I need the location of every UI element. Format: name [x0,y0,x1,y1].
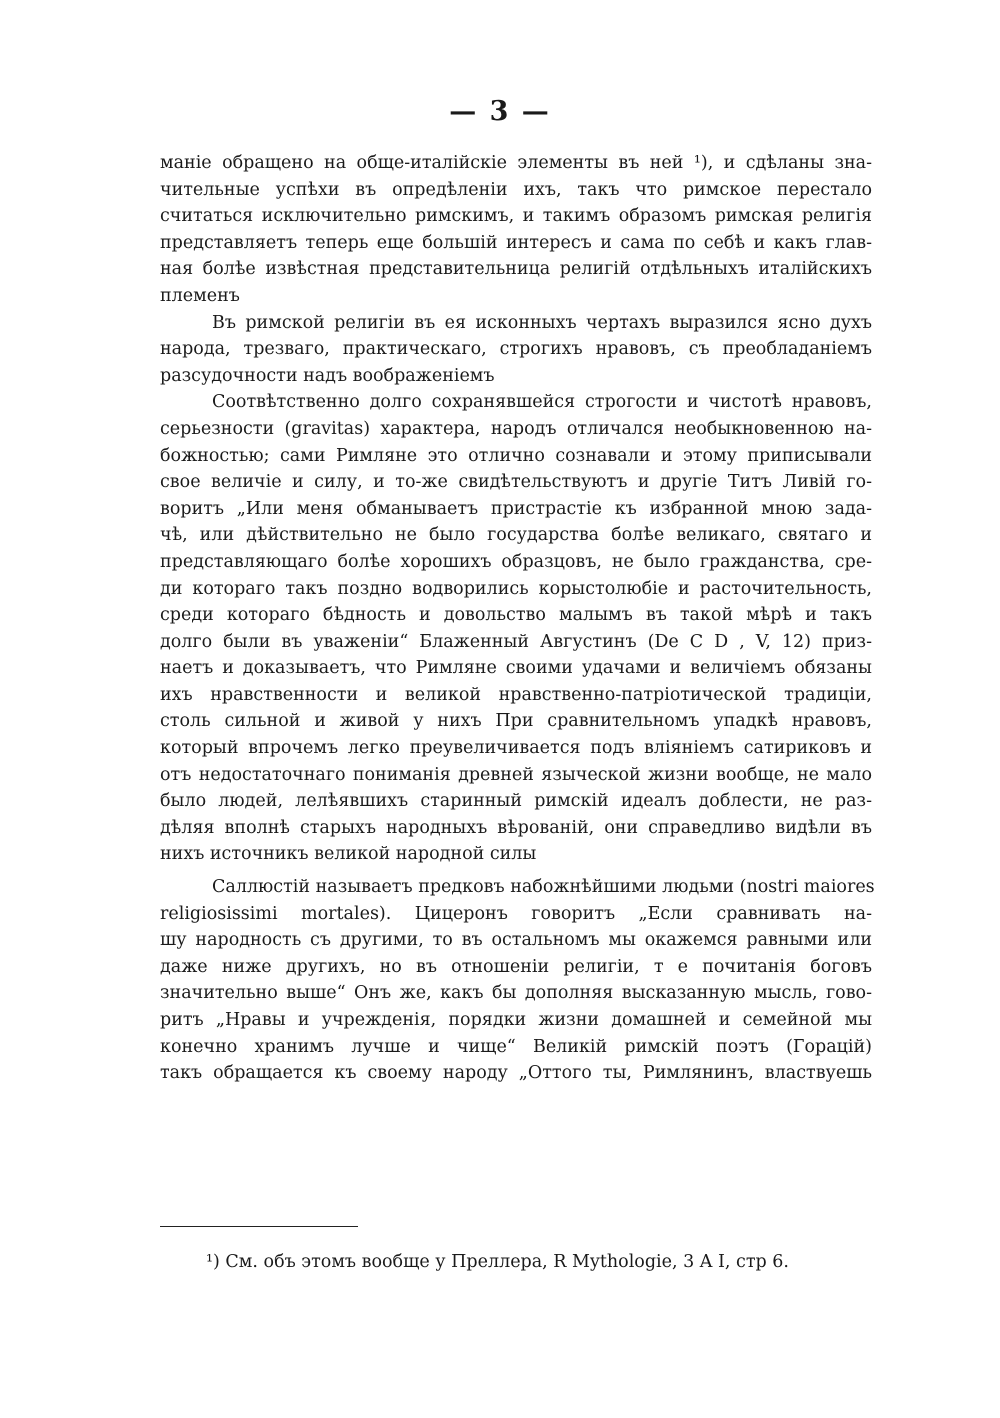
text-line: было людей, лелѣявшихъ старинный римскій идеалъ доблести, не раз- [160,791,872,812]
footnote-separator [160,1226,358,1227]
text-line: чѣ, или дѣйствительно не было государства болѣе великаго, святаго и [160,525,872,546]
paragraph [160,150,872,310]
text-line: серьезности (gravitas) характера, народъ отличался необыкновенною на- [160,418,872,439]
text-line: religiosissimi mortales). Цицеронъ говоритъ „Если сравнивать на- [160,903,872,924]
page-number: — 3 — [449,96,551,127]
text-line: такъ обращается къ своему народу „Оттого ты, Римлянинъ, властвуешь [160,1063,872,1084]
text-line: ритъ „Нравы и учрежденія, порядки жизни домашней и семейной мы [160,1010,872,1030]
text-line: ихъ нравственности и великой нравственно-патріотической традиціи, [160,684,872,705]
text-line: Въ римской религіи въ ея исконныхъ чертахъ выразился ясно духъ [212,312,872,333]
text-line: маніе обращено на обще-италійскіе элементы въ ней ¹), и сдѣланы зна- [160,153,872,173]
text-line: ная болѣе извѣстная представительница религій отдѣльныхъ италійскихъ [160,259,872,280]
body-text [160,150,875,1087]
text-line: разсудочности надъ воображеніемъ [160,365,495,386]
text-line: считаться исключительно римскимъ, и такимъ образомъ римская религія [160,206,872,227]
text-line: воритъ „Или меня обманываетъ пристрастіе къ избранной мною зада- [160,498,872,519]
text-line: представляетъ теперь еще большій интересъ и сама по себѣ и какъ глав- [160,232,872,253]
text-line: конечно хранимъ лучше и чище“ Великій римскій поэтъ (Горацій) [160,1036,872,1057]
text-line: ди котораго такъ поздно водворились корыстолюбіе и расточительность, [160,578,872,599]
text-line: Саллюстій называетъ предковъ набожнѣйшими людьми (nostri maiores [212,877,875,898]
text-line: народа, трезваго, практическаго, строгихъ нравовъ, съ преобладаніемъ [160,339,872,360]
text-line: нихъ источникъ великой народной силы [160,844,537,865]
text-line: божностью; сами Римляне это отлично сознавали и этому приписывали [160,445,872,466]
text-line: даже ниже другихъ, но въ отношеніи религіи, т е почитанія боговъ [160,956,872,977]
footnote [0,1252,1000,1272]
text-line: который впрочемъ легко преувеличивается подъ вліяніемъ сатириковъ и [160,738,872,759]
text-line: наетъ и доказываетъ, что Римляне своими удачами и величіемъ обязаны [160,658,872,679]
text-line: значительно выше“ Онъ же, какъ бы дополняя высказанную мысль, гово- [160,983,872,1004]
text-line: столь сильной и живой у нихъ При сравнительномъ упадкѣ нравовъ, [160,711,872,732]
text-line: шу народность съ другими, то въ остальномъ мы окажемся равными или [160,930,872,951]
text-line: среди котораго бѣдность и довольство малымъ въ такой мѣрѣ и такъ [160,605,872,626]
text-line: дѣляя вполнѣ старыхъ народныхъ вѣрованій, они справедливо видѣли въ [160,817,872,838]
text-line: отъ недостаточнаго пониманія древней языческой жизни вообще, не мало [160,764,872,785]
text-line: Соотвѣтственно долго сохранявшейся строгости и чистотѣ нравовъ, [212,392,872,413]
text-line: представляющаго болѣе хорошихъ образцовъ, не было гражданства, сре- [160,551,872,572]
paragraph [160,310,872,390]
text-line: чительные успѣхи въ опредѣленіи ихъ, такъ что римское перестало [160,179,872,200]
paragraph [160,389,872,868]
text-line: долго были въ уваженіи“ Блаженный Августинъ (De C D , V, 12) приз- [160,631,872,652]
footnote-text: ¹) См. объ этомъ вообще у Преллера, R Mythologie, 3 A I, стр 6. [206,1252,789,1272]
text-line: племенъ [160,285,240,306]
text-line: свое величіе и силу, и то-же свидѣтельствуютъ и другіе Титъ Ливій го- [160,472,872,493]
paragraph [160,874,875,1087]
